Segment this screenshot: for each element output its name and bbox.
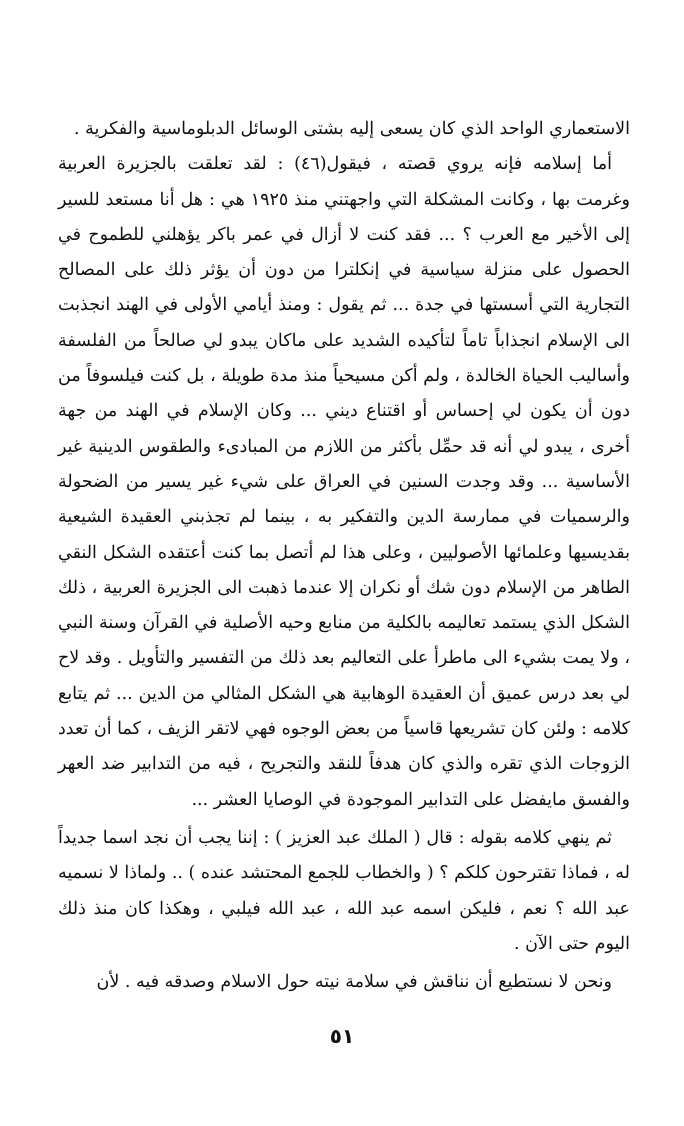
page-number: ٥١ (329, 1024, 355, 1048)
paragraph-conversion-story: أما إسلامه فإنه يروي قصته ، فيقول(٤٦) : لقد تعلقت بالجزيرة العربية وغرمت بها ، وكانت المشكلة التي واجهتني منذ ١٩٢٥ هي : هل أنا مستعد للسير إلى الأخير مع العرب ؟ ... فقد كنت لا أزال في عمر باكر يؤهلني للطموح في الحصول على منزلة سياسية في إنكلترا من دون أن يؤثر ذلك على المصالح التجارية التي أسستها في جدة ... ثم يقول : ومنذ أيامي الأولى في الهند انجذبت الى الإسلام انجذاباً تاماً لتأكيده الشديد على ماكان يبدو لي صالحاً من الفلسفة وأساليب الحياة الخالدة ، ولم أكن مسيحياً منذ مدة طويلة ، بل كنت فيلسوفاً من دون أن يكون لي إحساس أو اقتناع ديني ... وكان الإسلام في الهند من جهة أخرى ، يبدو لي أنه قد حمِّل بأكثر من اللازم من المبادىء والطقوس الدينية غير الأساسية ... وقد وجدت السنين في العراق على شيء غير يسير من الضحولة والرسميات في ممارسة الدين والتفكير به ، بينما لم تجذبني العقيدة الشيعية بقديسيها وعلمائها الأصوليين ، وعلى هذا لم أتصل بما كنت أعتقده الشكل النقي الطاهر من الإسلام دون شك أو نكران إلا عندما ذهبت الى الجزيرة العربية ، ذلك الشكل الذي يستمد تعاليمه بالكلية من منابع وحيه الأصلية في القرآن وسنة النبي ، ولا يمت بشيء الى ماطرأ على التعاليم بعد ذلك من التفسير والتأويل . وقد لاح لي بعد درس عميق أن العقيدة الوهابية هي الشكل المثالي من الدين ... ثم يتابع كلامه : ولئن كان تشريعها قاسياً من بعض الوجوه فهي لاتقر الزيف ، كما أن تعدد الزوجات الذي تقره والذي كان هدفاً للنقد والتجريح ، فيه من التدابير ضد العهر والفسق مايفضل على التدابير الموجودة في الوصايا العشر ... (58, 154, 631, 810)
paragraph-closing: ونحن لا نستطيع أن نناقش في سلامة نيته حول الاسلام وصدقه فيه . لأن (96, 972, 612, 993)
paragraph-continuation: الاستعماري الواحد الذي كان يسعى إليه بشتى الوسائل الدبلوماسية والفكرية . (74, 119, 630, 139)
page-body-text (58, 112, 630, 1000)
paragraph-naming: ثم ينهي كلامه بقوله : قال ( الملك عبد العزيز ) : إننا يجب أن نجد اسما جديداً له ، فماذا تقترحون كلكم ؟ ( والخطاب للجمع المحتشد عنده ) .. ولماذا لا نسميه عبد الله ؟ نعم ، فليكن اسمه عبد الله ، عبد الله فيلبي ، وهكذا كان منذ ذلك اليوم حتى الآن . (58, 827, 630, 954)
